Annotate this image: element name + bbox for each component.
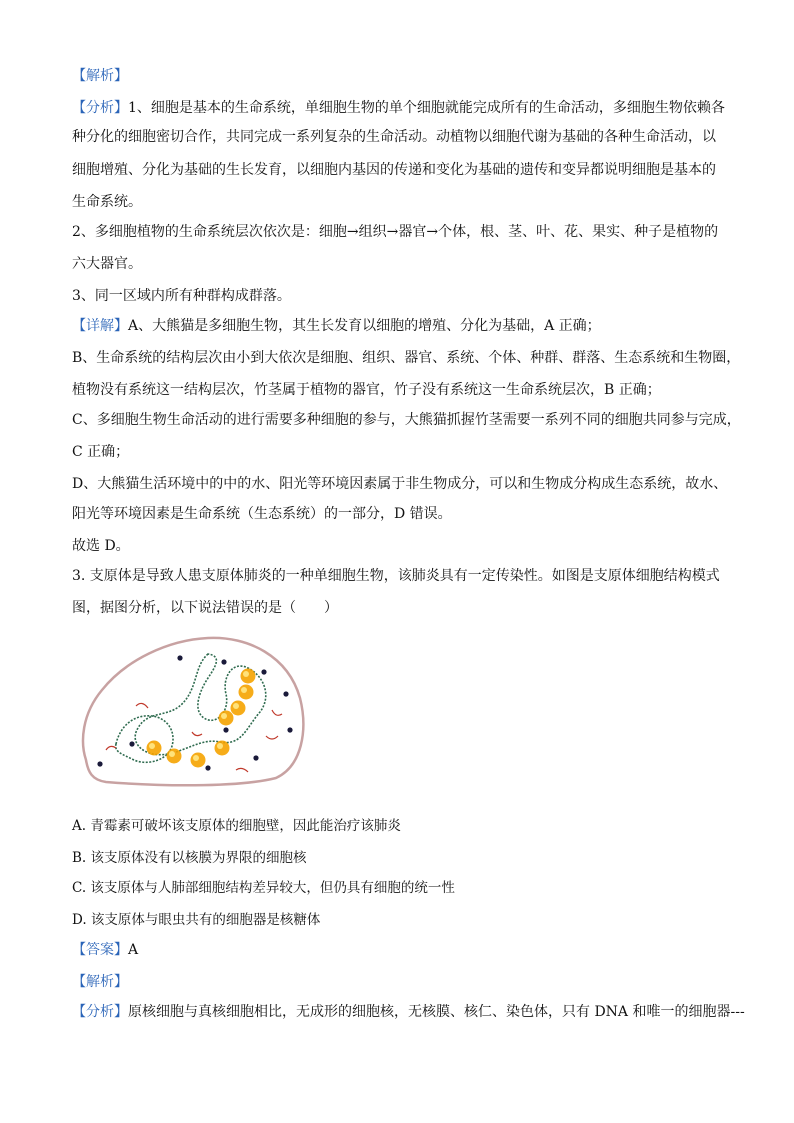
rna-strand — [236, 768, 248, 772]
option-c: C. 该支原体与人肺部细胞结构差异较大，但仍具有细胞的统一性 — [72, 880, 455, 896]
section-tag-jiexi-2: 【解析】 — [72, 974, 128, 990]
ribosome-dot — [129, 741, 134, 746]
protein-highlight — [241, 687, 247, 693]
question-stem-1: 3. 支原体是导致人患支原体肺炎的一种单细胞生物，该肺炎具有一定传染性。如图是支原体细胞结构模式 — [72, 568, 720, 584]
rna-strand — [106, 746, 116, 750]
proteins — [147, 669, 256, 768]
detail-line-6: D、大熊猫生活环境中的中的水、阳光等环境因素属于非生物成分，可以和生物成分构成生态系统，故水、 — [72, 476, 728, 492]
protein-highlight — [149, 743, 155, 749]
detail-line-4: C、多细胞生物生命活动的进行需要多种细胞的参与，大熊猫抓握竹茎需要一系列不同的细胞共同参与完成， — [72, 412, 741, 428]
protein-highlight — [233, 703, 239, 709]
analysis2-line: 【分析】原核细胞与真核细胞相比，无成形的细胞核，无核膜、核仁、染色体，只有 DNA 和唯一的细胞器--- — [72, 1004, 745, 1020]
ribosome-dot — [205, 765, 210, 770]
ribosome-dot — [221, 659, 226, 664]
option-b: B. 该支原体没有以核膜为界限的细胞核 — [72, 850, 307, 866]
ribosome-dot — [177, 655, 182, 660]
analysis-line-6: 六大器官。 — [72, 256, 142, 272]
ribosome-dot — [97, 761, 102, 766]
detail-line-7: 阳光等环境因素是生命系统（生态系统）的一部分，D 错误。 — [72, 506, 452, 522]
analysis-line-3: 细胞增殖、分化为基础的生长发育，以细胞内基因的传递和变化为基础的遗传和变异都说明细胞是基本的 — [72, 162, 716, 178]
protein-highlight — [169, 751, 175, 757]
ribosome-dot — [287, 727, 292, 732]
analysis-line-2: 种分化的细胞密切合作，共同完成一系列复杂的生命活动。动植物以细胞代谢为基础的各种生命活动，以 — [72, 129, 716, 145]
protein-highlight — [221, 713, 227, 719]
ribosome-dot — [283, 691, 288, 696]
ribosome-dot — [253, 755, 258, 760]
detail-line-5: C 正确； — [72, 444, 130, 460]
analysis-line-5: 2、多细胞植物的生命系统层次依次是：细胞→组织→器官→个体，根、茎、叶、花、果实、种子是植物的 — [72, 224, 719, 240]
dna-loop-inner — [116, 716, 173, 763]
rna-strand — [192, 732, 202, 736]
detail-line-1: 【详解】A、大熊猫是多细胞生物，其生长发育以细胞的增殖、分化为基础，A 正确； — [72, 318, 601, 334]
ribosome-dot — [261, 669, 266, 674]
question-stem-2: 图，据图分析，以下说法错误的是（ ） — [72, 600, 338, 616]
analysis-line-7: 3、同一区域内所有种群构成群落。 — [72, 288, 291, 304]
rna-strand — [136, 703, 148, 708]
choose-line: 故选 D。 — [72, 538, 130, 554]
protein-highlight — [217, 743, 223, 749]
protein-highlight — [193, 755, 199, 761]
rna-strand — [266, 736, 278, 739]
detail-line-2: B、生命系统的结构层次由小到大依次是细胞、组织、器官、系统、个体、种群、群落、生态系统和生物圈， — [72, 350, 741, 366]
detail-line-3: 植物没有系统这一结构层次，竹茎属于植物的器官，竹子没有系统这一生命系统层次，B 正确； — [72, 382, 661, 398]
option-d: D. 该支原体与眼虫共有的细胞器是核糖体 — [72, 912, 321, 928]
protein-highlight — [243, 671, 249, 677]
analysis-line-1: 【分析】1、细胞是基本的生命系统，单细胞生物的单个细胞就能完成所有的生命活动，多细胞生物依赖各 — [72, 100, 725, 116]
section-tag-jiexi: 【解析】 — [72, 68, 128, 84]
mycoplasma-cell-diagram — [76, 632, 308, 788]
rna-strand — [272, 710, 282, 715]
answer-line: 【答案】A — [72, 942, 139, 958]
option-a: A. 青霉素可破坏该支原体的细胞壁，因此能治疗该肺炎 — [72, 818, 401, 834]
analysis-line-4: 生命系统。 — [72, 194, 142, 210]
ribosome-dot — [223, 727, 228, 732]
